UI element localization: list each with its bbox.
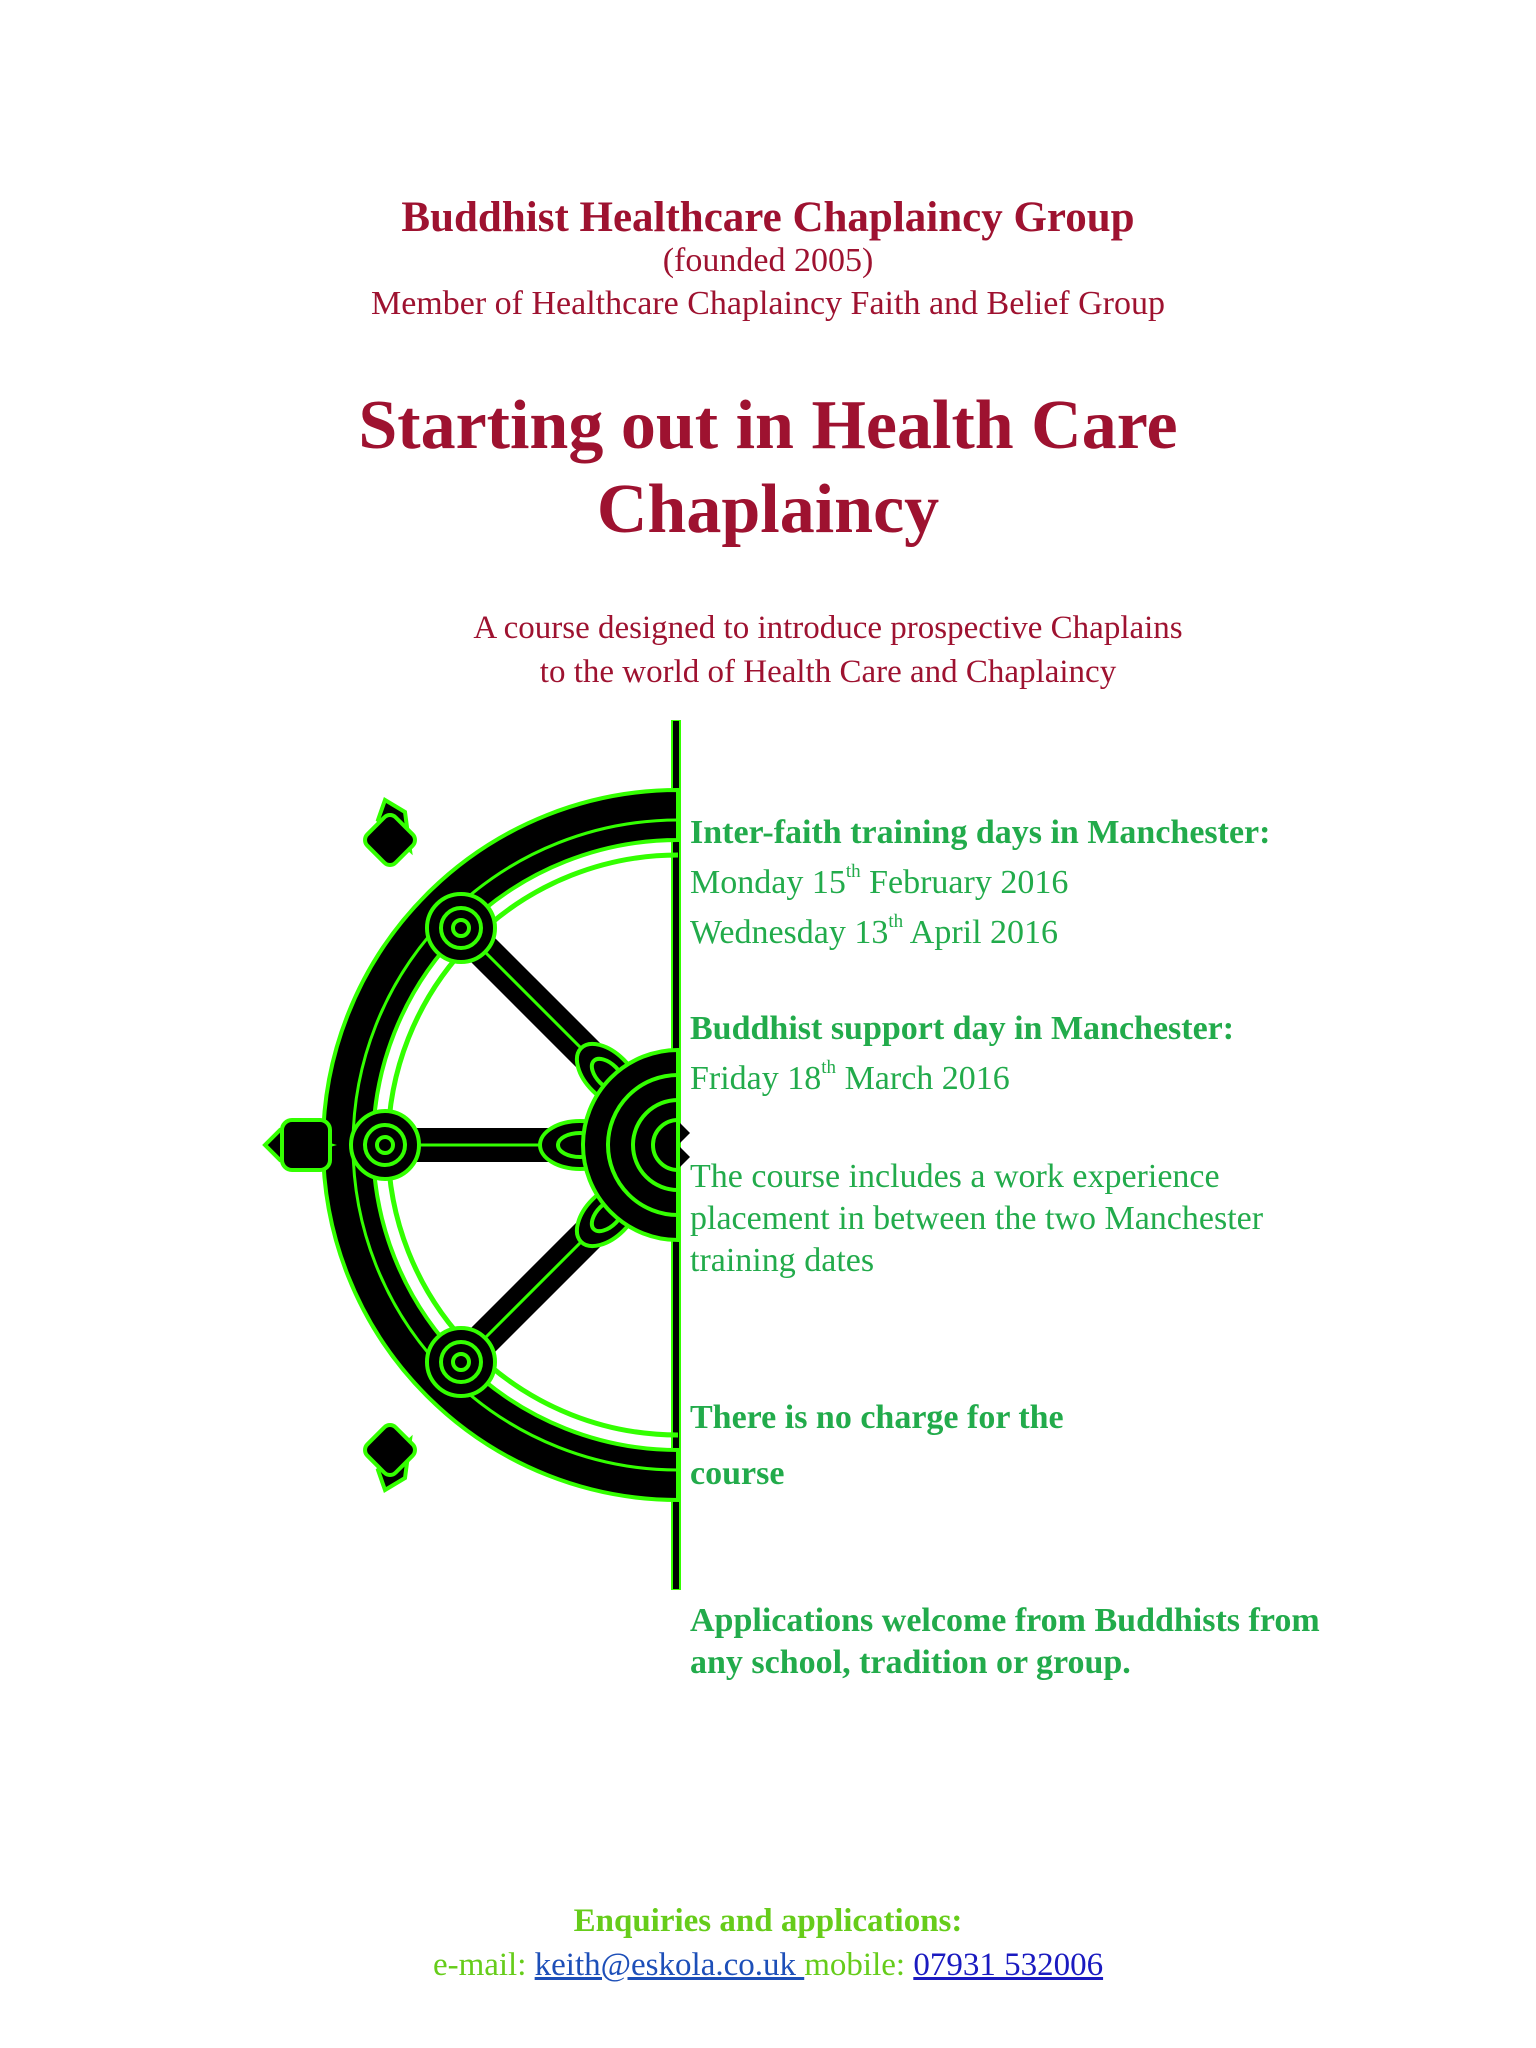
email-label: e-mail: (432, 1947, 535, 1983)
placement-line-3: training dates (690, 1242, 875, 1279)
page-title-line-2: Chaplaincy (596, 471, 940, 548)
dharma-wheel-half-icon (260, 720, 690, 1590)
intro-line-1: A course designed to introduce prospective Chaplains (473, 610, 1183, 646)
page-title-line-1: Starting out in Health Care (358, 387, 1178, 464)
member-line: Member of Healthcare Chaplaincy Faith and Belief Group (370, 285, 1165, 322)
intro-line-2: to the world of Health Care and Chaplaincy (539, 654, 1117, 690)
charge-line-2: course (690, 1455, 785, 1492)
charge-line-1: There is no charge for the (690, 1399, 1064, 1436)
placement-line-1: The course includes a work experience (690, 1158, 1220, 1195)
enquiries-heading: Enquiries and applications: (573, 1903, 963, 1939)
placement-line-2: placement in between the two Manchester (690, 1200, 1264, 1237)
mobile-label: mobile: (804, 1947, 914, 1983)
interfaith-heading: Inter-faith training days in Manchester: (690, 814, 1271, 851)
support-section (690, 1004, 1520, 1104)
email-link[interactable]: keith@eskola.co.uk (534, 1947, 805, 1983)
applications-line-1: Applications welcome from Buddhists from (690, 1602, 1320, 1639)
interfaith-section (690, 808, 1520, 958)
interfaith-date-2: Wednesday 13th April 2016 (690, 911, 1059, 951)
charge-section (690, 1390, 1520, 1502)
org-name: Buddhist Healthcare Chaplaincy Group (401, 194, 1135, 241)
placement-section (690, 1156, 1520, 1282)
applications-line-2: any school, tradition or group. (690, 1644, 1131, 1681)
applications-section (690, 1600, 1520, 1684)
contact-line (0, 1943, 1536, 1987)
founded-line: (founded 2005) (662, 242, 874, 279)
interfaith-date-1: Monday 15th February 2016 (690, 861, 1069, 901)
mobile-link[interactable]: 07931 532006 (913, 1947, 1104, 1983)
support-date: Friday 18th March 2016 (690, 1057, 1010, 1097)
support-heading: Buddhist support day in Manchester: (690, 1010, 1235, 1047)
